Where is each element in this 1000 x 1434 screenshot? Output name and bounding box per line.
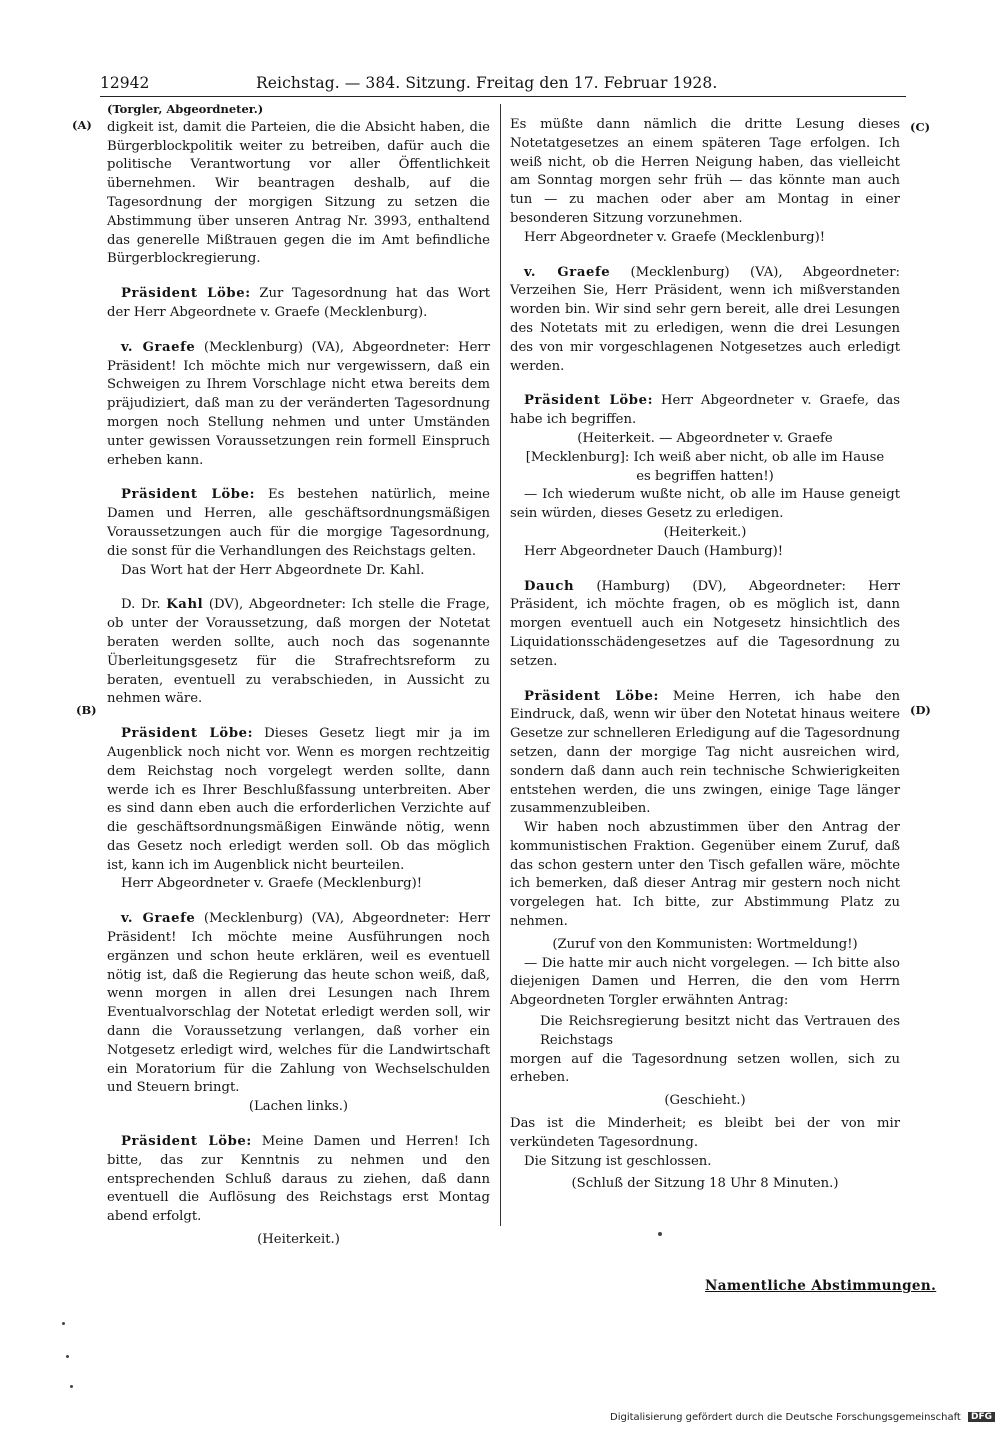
speech <box>107 285 490 323</box>
paragraph: morgen auf die Tagesordnung setzen wollen, sich zu erheben. <box>510 1051 900 1086</box>
speech-text: Dieses Gesetz liegt mir ja im Augenblick noch nicht vor. Wenn es morgen rechtzeitig dem Reichstag noch vorgelegt werden sollte, dann werde ich es Ihrer Beschlußfassung unterbreiten. Aber es sind dann eben auch die erforderlichen Verzichte auf die geschäftsordnungsmäßigen Einwände nötig, wenn das Gesetz noch erledigt werden soll. Ob das möglich ist, kann ich im Augenblick nicht beurteilen. <box>107 726 490 873</box>
continuation-label: (Torgler, Abgeordneter.) <box>107 102 264 116</box>
speaker-name: Präsident Löbe: <box>121 726 254 742</box>
margin-marker-a: (A) <box>72 118 92 132</box>
paragraph: Herr Abgeordneter Dauch (Hamburg)! <box>524 543 784 559</box>
paragraph: digkeit ist, damit die Parteien, die die Absicht haben, die Bürgerblockpolitik weiter zu betreiben, dafür auch die politische Verantwortung vor aller Öffentlichkeit übernehmen. Wir beantragen deshalb, auf die Tagesordnung der morgigen Sitzung zu setzen die Abstimmung über unseren Antrag Nr. 3993, enthaltend das generelle Mißtrauen gegen die im Amt befindliche Bürgerblockregierung. <box>107 119 490 267</box>
speaker-name: Präsident Löbe: <box>524 688 659 704</box>
speaker-name: Präsident Löbe: <box>524 393 654 409</box>
speaker-name: Dauch <box>524 578 575 594</box>
speech-text: Es bestehen natürlich, meine Damen und Herren, alle geschäftsordnungsmäßigen Voraussetzungen auch für die morgige Tagesordnung, die sonst für die Verhandlungen des Reichstags gelten. <box>107 487 490 559</box>
header-rule <box>100 96 906 97</box>
speaker-name: v. Graefe <box>121 911 196 927</box>
speaker-name: Kahl <box>166 597 204 613</box>
paragraph: Es müßte dann nämlich die dritte Lesung dieses Notetatgesetzes an einem späteren Tage erfolgen. Ich weiß nicht, ob die Herren Neigung haben, das vielleicht am Sonntag morgen sehr früh — das könnte man auch tun — zu machen oder aber am Montag in einer besonderen Sitzung vorzunehmen. <box>510 117 900 226</box>
speaker-name: Präsident Löbe: <box>121 1134 252 1150</box>
right-column <box>510 116 900 1194</box>
speech <box>107 486 490 561</box>
speech <box>510 264 900 377</box>
speech-text: Herr Abgeordneter v. Graefe, das habe ich begriffen. <box>510 393 900 428</box>
margin-marker-c: (C) <box>910 120 931 134</box>
footer-text: Digitalisierung gefördert durch die Deutsche Forschungsgemeinschaft <box>610 1412 961 1423</box>
paragraph: Herr Abgeordneter v. Graefe (Mecklenburg)! <box>121 876 423 892</box>
speech <box>510 392 900 430</box>
scan-mark <box>62 1322 65 1325</box>
speech <box>510 688 900 820</box>
speaker-name: Präsident Löbe: <box>121 487 256 503</box>
speech <box>107 910 490 1098</box>
speech-text: (DV), Abgeordneter: Ich stelle die Frage, ob unter der Voraussetzung, daß morgen der Notetat beraten werden sollte, auch noch das sogenannte Überleitungsgesetz für die Strafrechtsreform zu beraten, eventuell zu verabschieden, in Aussicht zu nehmen wäre. <box>107 597 490 707</box>
speaker-name: Präsident Löbe: <box>121 286 251 302</box>
speech-text: Zur Tagesordnung hat das Wort der Herr Abgeordnete v. Graefe (Mecklenburg). <box>107 286 490 320</box>
speech <box>107 725 490 875</box>
interjection: (Heiterkeit. — Abgeordneter v. Graefe [Mecklenburg]: Ich weiß aber nicht, ob alle im Hause es begriffen hatten!) <box>525 430 885 484</box>
quoted-motion: Die Reichsregierung besitzt nicht das Vertrauen des Reichstags <box>540 1014 900 1048</box>
scan-mark <box>70 1385 73 1388</box>
speaker-prefix: D. Dr. <box>121 597 167 613</box>
left-column <box>107 100 490 1250</box>
speaker-name: v. Graefe <box>524 264 611 280</box>
page-number: 12942 <box>100 74 150 92</box>
paragraph: — Die hatte mir auch nicht vorgelegen. — Ich bitte also diejenigen Damen und Herren, die den vom Herrn Abgeordneten Torgler erwähnten Antrag: <box>510 955 900 1009</box>
print-dot <box>658 1232 662 1236</box>
paragraph: Die Sitzung ist geschlossen. <box>524 1153 712 1169</box>
interjection: (Zuruf von den Kommunisten: Wortmeldung!) <box>552 936 858 952</box>
speech <box>107 339 490 471</box>
paragraph: — Ich wiederum wußte nicht, ob alle im Hause geneigt sein würden, dieses Gesetz zu erledigen. <box>510 487 900 522</box>
margin-marker-d: (D) <box>910 703 931 717</box>
section-heading-namentliche-abstimmungen: Namentliche Abstimmungen. <box>705 1278 937 1294</box>
paragraph: Das Wort hat der Herr Abgeordnete Dr. Kahl. <box>121 562 425 578</box>
dfg-logo: DFG <box>968 1412 995 1422</box>
speech-text: Meine Herren, ich habe den Eindruck, daß, wenn wir über den Notetat hinaus weitere Gesetze zur schnelleren Erledigung auf die Tagesordnung setzen, dann der morgige Tag nicht ausreichen wird, sondern daß dann auch rein technische Schwierigkeiten entstehen werden, die uns zwingen, einige Tage länger zusammenzubleiben. <box>510 688 901 817</box>
speech-text: Meine Damen und Herren! Ich bitte, das zur Kenntnis zu nehmen und den entsprechenden Schluß daraus zu ziehen, daß dann eventuell die Auflösung des Reichstags erst Montag abend erfolgt. <box>107 1134 490 1225</box>
margin-marker-b: (B) <box>76 703 97 717</box>
page-title: Reichstag. — 384. Sitzung. Freitag den 17. Februar 1928. <box>256 74 718 92</box>
speech-text: (Hamburg) (DV), Abgeordneter: Herr Präsident, ich möchte fragen, ob es möglich ist, dann morgen eventuell auch ein Notgesetz hinsichtlich des Liquidationsschädengesetzes auf die Tagesordnung zu setzen. <box>510 578 900 669</box>
speech-text: (Mecklenburg) (VA), Abgeordneter: Verzeihen Sie, Herr Präsident, wenn ich mißverstanden worden bin. Wir sind sehr gern bereit, alle drei Lesungen des Notetats mit zu erledigen, wenn die drei Lesungen des von mir vorgeschlagenen Notgesetzes auch erledigt werden. <box>510 264 900 374</box>
speech-text: (Mecklenburg) (VA), Abgeordneter: Herr Präsident! Ich möchte mich nur vergewissern, daß ein Schweigen zu Ihrem Vorschlage nicht etwa bereits dem präjudiziert, daß man zu der veränderten Tagesordnung morgen noch Stellung nehmen und unter Umständen unter gewissen Voraussetzungen rein formell Einspruch erheben kann. <box>107 339 490 468</box>
column-divider <box>500 104 501 1226</box>
speech <box>107 596 490 709</box>
speech-text: (Mecklenburg) (VA), Abgeordneter: Herr Präsident! Ich möchte meine Ausführungen noch ergänzen und schon heute erklären, weil es eventuell nötig ist, daß die Regierung das heute schon weiß, daß, wenn morgen in allen drei Lesungen nach Ihrem Eventualvorschlag der Notetat erledigt werden soll, wir dann die Voraussetzung verlangen, daß vorher ein Notgesetz erledigt wird, welches für die Landwirtschaft ein Moratorium für die Zahlung von Wechselschulden und Steuern bringt. <box>107 911 490 1096</box>
scan-mark <box>66 1355 69 1358</box>
speech <box>510 578 900 672</box>
session-close: (Schluß der Sitzung 18 Uhr 8 Minuten.) <box>571 1176 839 1192</box>
paragraph: Herr Abgeordneter v. Graefe (Mecklenburg)! <box>524 229 826 245</box>
interjection: (Lachen links.) <box>248 1099 349 1115</box>
footer-credit <box>610 1412 995 1423</box>
interjection: (Heiterkeit.) <box>257 1232 340 1248</box>
paragraph: Das ist die Minderheit; es bleibt bei der von mir verkündeten Tagesordnung. <box>510 1116 900 1150</box>
speech <box>107 1133 490 1227</box>
paragraph: Wir haben noch abzustimmen über den Antrag der kommunistischen Fraktion. Gegenüber einem Zuruf, daß das schon gestern unter den Tisch gefallen wäre, möchte ich bemerken, daß dieser Antrag mir gestern noch nicht vorgelegen hat. Ich bitte, zur Abstimmung Platz zu nehmen. <box>510 820 900 930</box>
interjection: (Heiterkeit.) <box>663 524 747 540</box>
speaker-name: v. Graefe <box>121 339 196 355</box>
interjection: (Geschieht.) <box>664 1093 746 1109</box>
